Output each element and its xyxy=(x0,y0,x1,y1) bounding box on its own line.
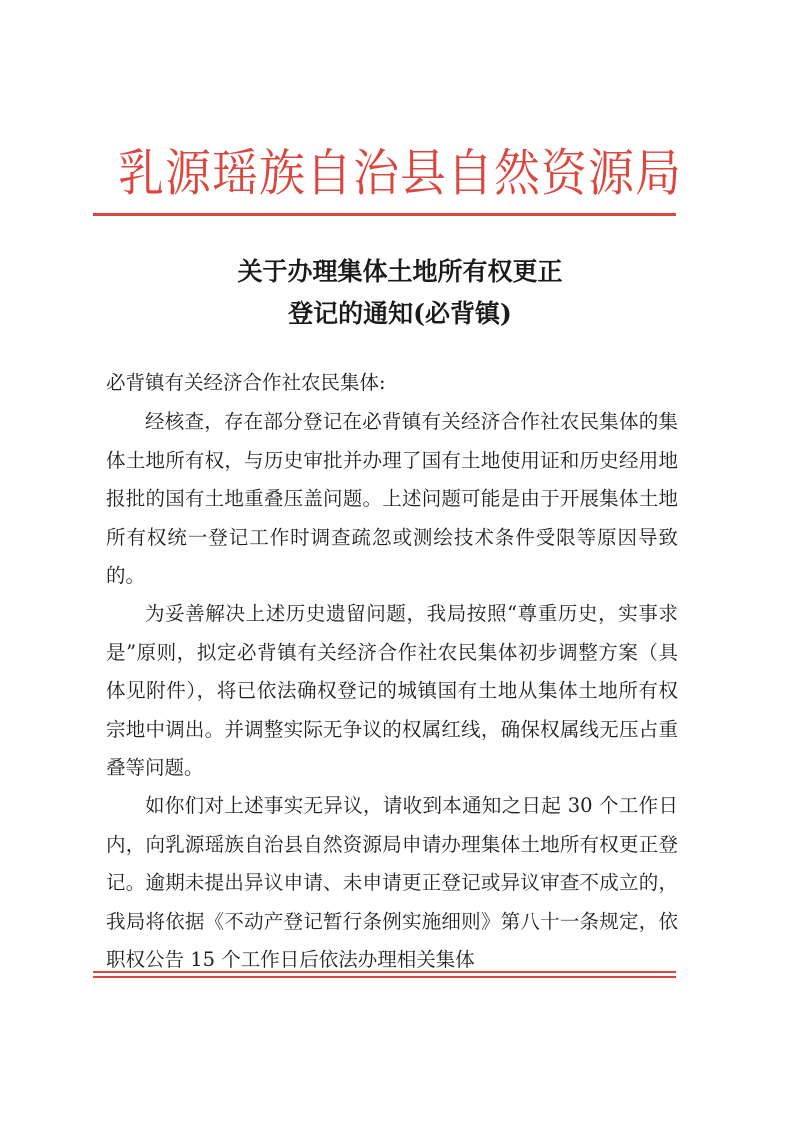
header-red-rule xyxy=(93,213,676,216)
footer-red-rule-thin xyxy=(93,976,676,978)
footer-red-rule xyxy=(93,971,676,973)
salutation: 必背镇有关经济合作社农民集体: xyxy=(106,371,386,394)
org-header: 乳源瑶族自治县自然资源局 xyxy=(118,143,682,203)
document-title-line-2: 登记的通知(必背镇) xyxy=(288,299,512,328)
body-paragraph: 如你们对上述事实无异议，请收到本通知之日起 30 个工作日内，向乳源瑶族自治县自然资源局申请办理集体土地所有权更正登记。逾期未提出异议申请、未申请更正登记或异议审查不成立的，我局将依据《不动产登记暂行条例实施细则》第八十一条规定，依职权公告 15 个工作日后依法办理相关集体 xyxy=(106,794,678,971)
body-paragraph: 为妥善解决上述历史遗留问题，我局按照“尊重历史，实事求是”原则，拟定必背镇有关经济合作社农民集体初步调整方案（具体见附件），将已依法确权登记的城镇国有土地从集体土地所有权宗地中调出。并调整实际无争议的权属红线，确保权属线无压占重叠等问题。 xyxy=(106,602,678,779)
body-paragraph: 经核查，存在部分登记在必背镇有关经济合作社农民集体的集体土地所有权，与历史审批并办理了国有土地使用证和历史经用地报批的国有土地重叠压盖问题。上述问题可能是由于开展集体土地所有权统一登记工作时调查疏忽或测绘技术条件受限等原因导致的。 xyxy=(106,410,678,587)
document-title-line-1: 关于办理集体土地所有权更正 xyxy=(237,257,563,286)
